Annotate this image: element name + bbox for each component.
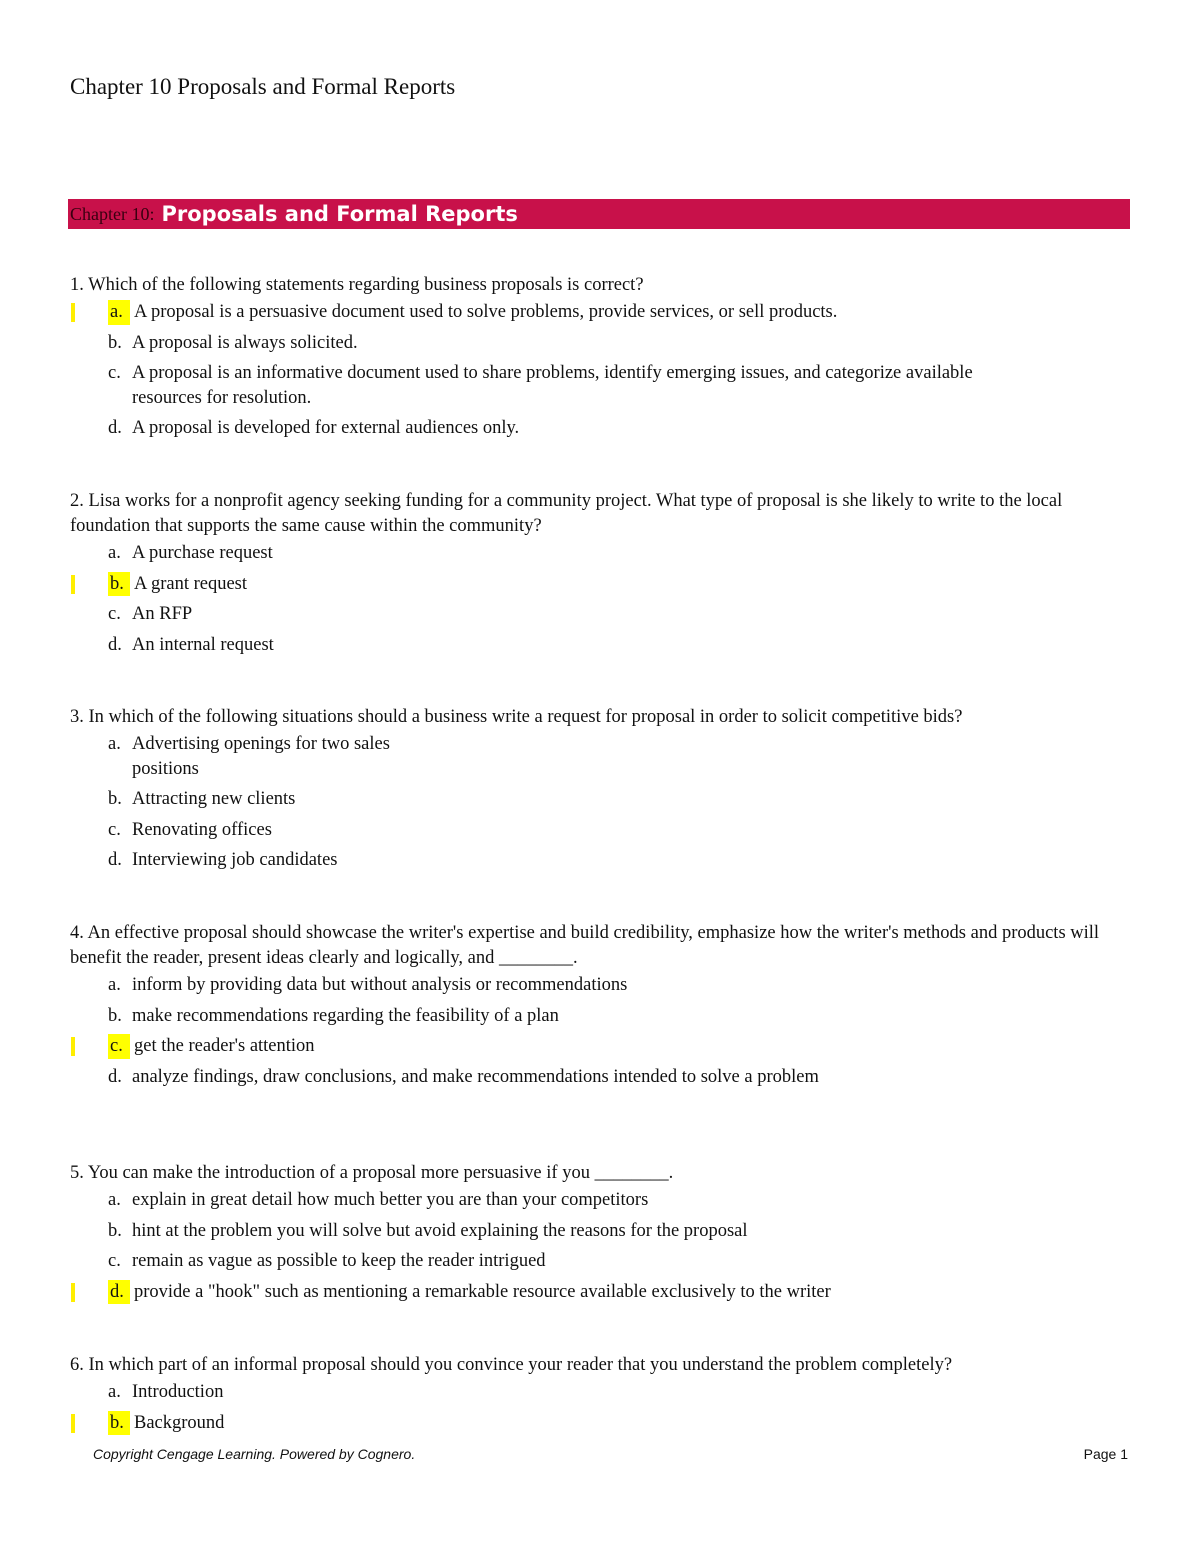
option-letter: d. [108, 634, 122, 655]
option-letter: c. [108, 604, 121, 624]
question-6 [70, 1353, 1132, 1441]
option-4b [70, 1004, 1132, 1029]
document-title: Chapter 10 Proposals and Formal Reports [70, 74, 456, 99]
option-1d [70, 416, 1132, 441]
option-5c [70, 1249, 1132, 1274]
option-text: Introduction [132, 1382, 224, 1402]
option-letter: a. [108, 975, 121, 995]
option-text: A proposal is an informative document used to share problems, identify emerging issues, and categorize available resources for resolution. [132, 363, 973, 408]
option-text: get the reader's attention [134, 1036, 315, 1056]
option-text: A proposal is developed for external audiences only. [132, 418, 520, 438]
question-3 [70, 705, 1132, 879]
option-text: provide a "hook" such as mentioning a remarkable resource available exclusively to the writer [134, 1281, 831, 1302]
option-text: A purchase request [132, 543, 273, 563]
option-text: Advertising openings for two sales positions [132, 734, 390, 779]
option-5a [70, 1188, 1132, 1213]
option-2a [70, 541, 1132, 566]
option-text: An internal request [132, 634, 274, 655]
banner-prefix: Chapter 10: [70, 203, 155, 224]
option-text: A grant request [134, 573, 248, 594]
question-1 [70, 273, 1132, 447]
option-letter: b. [108, 1005, 122, 1026]
option-text: analyze findings, draw conclusions, and make recommendations intended to solve a problem [132, 1066, 819, 1087]
option-letter: d. [108, 418, 122, 438]
option-letter: a. [108, 300, 130, 325]
option-letter: b. [108, 1220, 122, 1241]
correct-marker [71, 1283, 75, 1302]
question-4 [70, 921, 1132, 1095]
page-number: Page 1 [1083, 1446, 1128, 1462]
option-letter: d. [108, 850, 122, 870]
question-stem: 6. In which part of an informal proposal should you convince your reader that you understand the problem completely? [70, 1355, 953, 1375]
question-stem: 5. You can make the introduction of a proposal more persuasive if you ________. [70, 1163, 674, 1183]
option-text: Attracting new clients [132, 789, 296, 809]
option-3d [70, 848, 1132, 873]
option-text: Renovating offices [132, 819, 272, 840]
question-stem: 4. An effective proposal should showcase the writer's expertise and build credibility, emphasize how the writer's methods and products will benefit the reader, present ideas clearly and logically, and ________. [70, 923, 1100, 968]
question-stem: 2. Lisa works for a nonprofit agency seeking funding for a community project. What type of proposal is she likely to write to the local foundation that supports the same cause within the community? [70, 491, 1063, 536]
correct-marker [71, 1414, 75, 1433]
option-text: explain in great detail how much better you are than your competitors [132, 1190, 649, 1210]
question-stem: 3. In which of the following situations should a business write a request for proposal in order to solicit competitive bids? [70, 707, 963, 727]
option-5d [70, 1280, 1132, 1305]
option-letter: a. [108, 543, 121, 563]
correct-marker [71, 303, 75, 322]
option-6a [70, 1380, 1132, 1405]
option-letter: c. [108, 1251, 121, 1271]
option-text: A proposal is a persuasive document used to solve problems, provide services, or sell products. [134, 302, 838, 322]
option-4d [70, 1065, 1132, 1090]
option-text: Interviewing job candidates [132, 850, 338, 870]
option-letter: d. [108, 1280, 130, 1305]
option-1a [70, 300, 1132, 325]
option-1c [70, 361, 1132, 410]
option-6b [70, 1411, 1132, 1436]
option-letter: c. [108, 819, 121, 840]
option-text: An RFP [132, 604, 193, 624]
question-stem: 1. Which of the following statements regarding business proposals is correct? [70, 275, 644, 295]
option-3a [70, 732, 1132, 781]
option-letter: b. [108, 789, 122, 809]
option-text: Background [134, 1412, 225, 1433]
correct-marker [71, 1037, 75, 1056]
chapter-banner [68, 199, 1130, 229]
option-text: remain as vague as possible to keep the reader intrigued [132, 1251, 546, 1271]
page-footer [93, 1446, 1128, 1462]
option-text: inform by providing data but without analysis or recommendations [132, 975, 628, 995]
option-letter: c. [108, 363, 121, 383]
option-5b [70, 1219, 1132, 1244]
option-letter: a. [108, 1190, 121, 1210]
banner-title: Proposals and Formal Reports [161, 202, 518, 226]
copyright-text: Copyright Cengage Learning. Powered by Cognero. [93, 1446, 416, 1462]
question-5 [70, 1161, 1132, 1310]
option-letter: b. [108, 332, 122, 353]
option-letter: b. [108, 1411, 130, 1436]
option-3b [70, 787, 1132, 812]
option-letter: c. [108, 1034, 130, 1059]
option-4c [70, 1034, 1132, 1059]
correct-marker [71, 575, 75, 594]
option-text: hint at the problem you will solve but avoid explaining the reasons for the proposal [132, 1220, 748, 1241]
option-text: make recommendations regarding the feasibility of a plan [132, 1005, 559, 1026]
option-4a [70, 973, 1132, 998]
option-2d [70, 633, 1132, 658]
option-2b [70, 572, 1132, 597]
option-2c [70, 602, 1132, 627]
option-1b [70, 331, 1132, 356]
option-letter: b. [108, 572, 130, 597]
question-2 [70, 489, 1132, 663]
option-letter: a. [108, 734, 121, 754]
option-3c [70, 818, 1132, 843]
option-text: A proposal is always solicited. [132, 332, 358, 353]
option-letter: a. [108, 1382, 121, 1402]
option-letter: d. [108, 1066, 122, 1087]
